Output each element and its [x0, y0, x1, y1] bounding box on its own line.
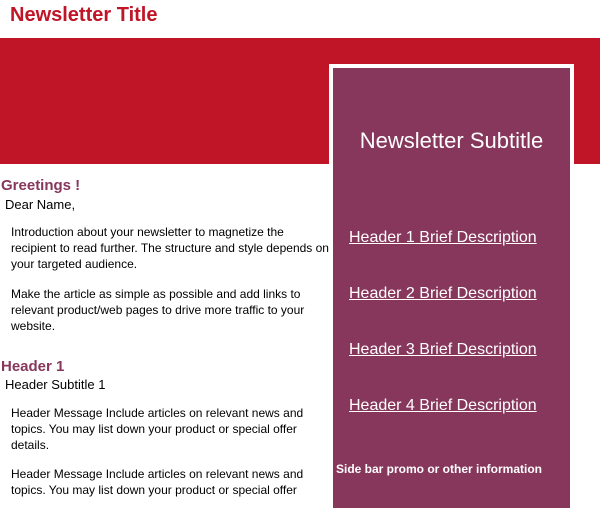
intro-paragraph: Introduction about your newsletter to magnetize the recipient to read further. The structure and style depends on your targeted audience.: [11, 225, 329, 271]
sidebar-link-header-3[interactable]: Header 3 Brief Description: [349, 341, 537, 358]
sidebar-link-header-4[interactable]: Header 4 Brief Description: [349, 397, 537, 414]
sidebar-link-header-2[interactable]: Header 2 Brief Description: [349, 285, 537, 302]
greetings-heading: Greetings !: [1, 177, 81, 194]
sidebar-promo: Side bar promo or other information: [336, 462, 543, 476]
salutation: Dear Name,: [5, 197, 76, 212]
sidebar-link-header-1[interactable]: Header 1 Brief Description: [349, 229, 537, 246]
header-1-message: Header Message Include articles on relevant news and topics. You may list down your product or special offer details.: [11, 406, 304, 452]
newsletter-subtitle: Newsletter Subtitle: [359, 128, 544, 153]
header-1-heading: Header 1: [1, 358, 65, 375]
newsletter-title: Newsletter Title: [10, 4, 158, 26]
header-1-message-2: Header Message Include articles on relevant news and topics. You may list down your product or special offer: [11, 467, 304, 497]
sidebar: [333, 68, 570, 508]
header-1-subtitle: Header Subtitle 1: [5, 377, 106, 392]
article-paragraph: Make the article as simple as possible and add links to relevant product/web pages to drive more traffic to your website.: [11, 287, 305, 333]
